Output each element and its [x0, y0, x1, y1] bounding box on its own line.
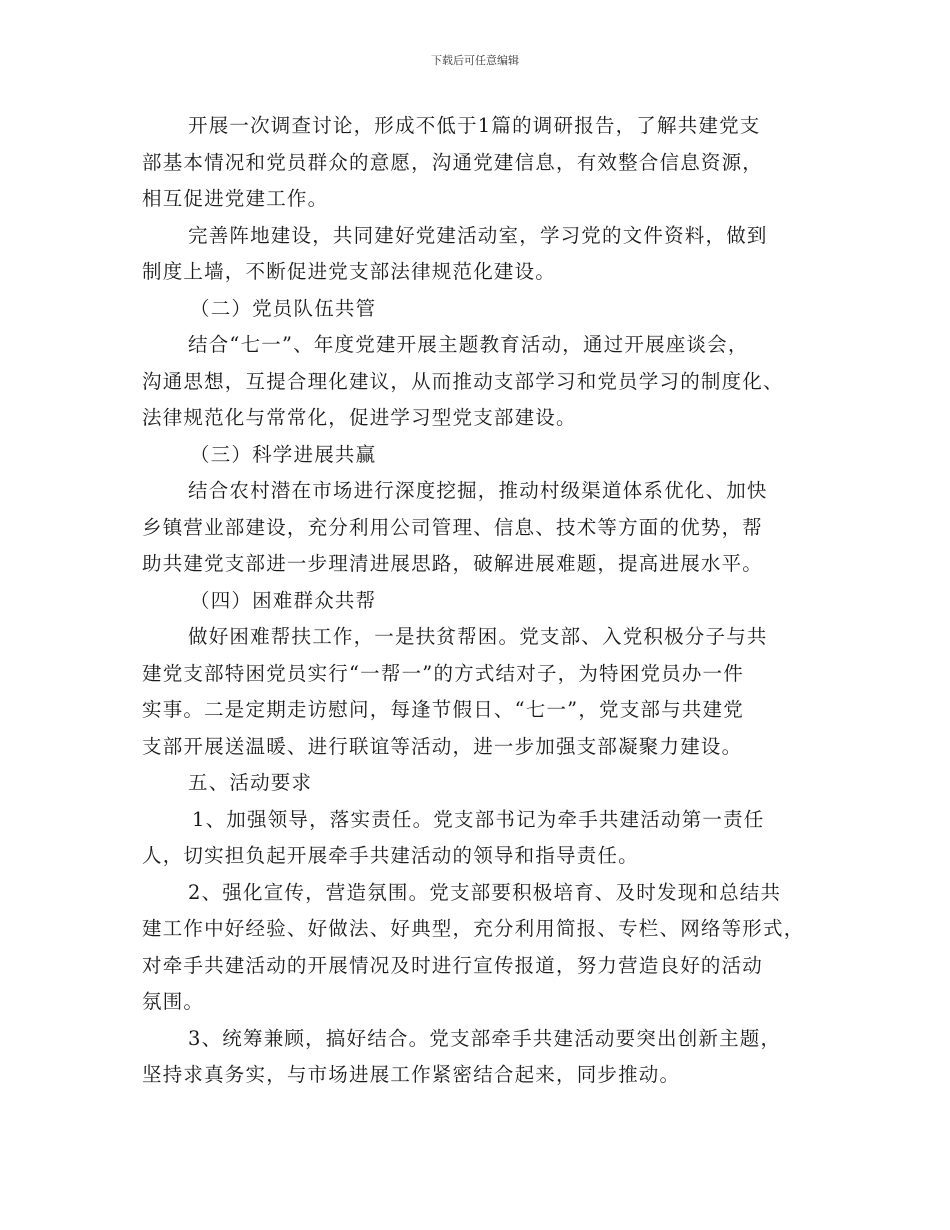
document-body — [142, 108, 822, 1094]
section-heading: （四）困难群众共帮 — [190, 588, 377, 612]
paragraph-line: 做好困难帮扶工作，一是扶贫帮困。党支部、入党积极分子与共 — [188, 625, 768, 648]
paragraph-line: 建工作中好经验、好做法、好典型，充分利用简报、专栏、网络等形式， — [142, 917, 805, 940]
paragraph-line: 1、加强领导，落实责任。党支部书记为牵手共建活动第一责任 — [192, 807, 765, 831]
paragraph-line: 开展一次调查讨论，形成不低于1篇的调研报告，了解共建党支 — [188, 114, 761, 137]
paragraph-line: 相互促进党建工作。 — [142, 187, 329, 210]
paragraph-line: 人，切实担负起开展牵手共建活动的领导和指导责任。 — [142, 844, 639, 867]
paragraph-line: 对牵手共建活动的开展情况及时进行宣传报道，努力营造良好的活动 — [142, 953, 764, 977]
paragraph-line: 法律规范化与常常化，促进学习型党支部建设。 — [142, 406, 577, 429]
paragraph-line: 3、统筹兼顾，搞好结合。党支部牵手共建活动要突出创新主题， — [188, 1026, 782, 1050]
paragraph-line: 建党支部特困党员实行“一帮一”的方式结对子，为特困党员办一件 — [142, 661, 744, 685]
page-header: 下载后可任意编辑 — [431, 54, 519, 67]
paragraph-line: 2、强化宣传，营造氛围。党支部要积极培育、及时发现和总结共 — [188, 880, 782, 904]
paragraph-line: 结合“七一”、年度党建开展主题教育活动，通过开展座谈会， — [188, 333, 749, 356]
paragraph-line: 制度上墙，不断促进党支部法律规范化建设。 — [142, 260, 557, 283]
paragraph-line: 坚持求真务实，与市场进展工作紧密结合起来，同步推动。 — [142, 1063, 681, 1086]
paragraph-line: 助共建党支部进一步理清进展思路，破解进展难题，提高进展水平。 — [142, 552, 764, 575]
paragraph-line: 支部开展送温暖、进行联谊等活动，进一步加强支部凝聚力建设。 — [142, 734, 743, 758]
section-heading: （三）科学进展共赢 — [190, 442, 377, 466]
paragraph-line: 沟通思想，互提合理化建议，从而推动支部学习和党员学习的制度化、 — [142, 369, 784, 393]
section-heading: 五、活动要求 — [188, 771, 313, 794]
paragraph-line: 乡镇营业部建设，充分利用公司管理、信息、技术等方面的优势，帮 — [142, 515, 764, 539]
paragraph-line: 部基本情况和党员群众的意愿，沟通党建信息，有效整合信息资源， — [142, 150, 764, 174]
section-heading: （二）党员队伍共管 — [190, 296, 377, 320]
paragraph-line: 结合农村潜在市场进行深度挖掘，推动村级渠道体系优化、加快 — [188, 479, 768, 502]
paragraph-line: 完善阵地建设，共同建好党建活动室，学习党的文件资料，做到 — [188, 223, 768, 247]
paragraph-line: 实事。二是定期走访慰问，每逢节假日、“七一”，党支部与共建党 — [142, 698, 744, 721]
paragraph-line: 氛围。 — [142, 990, 205, 1013]
